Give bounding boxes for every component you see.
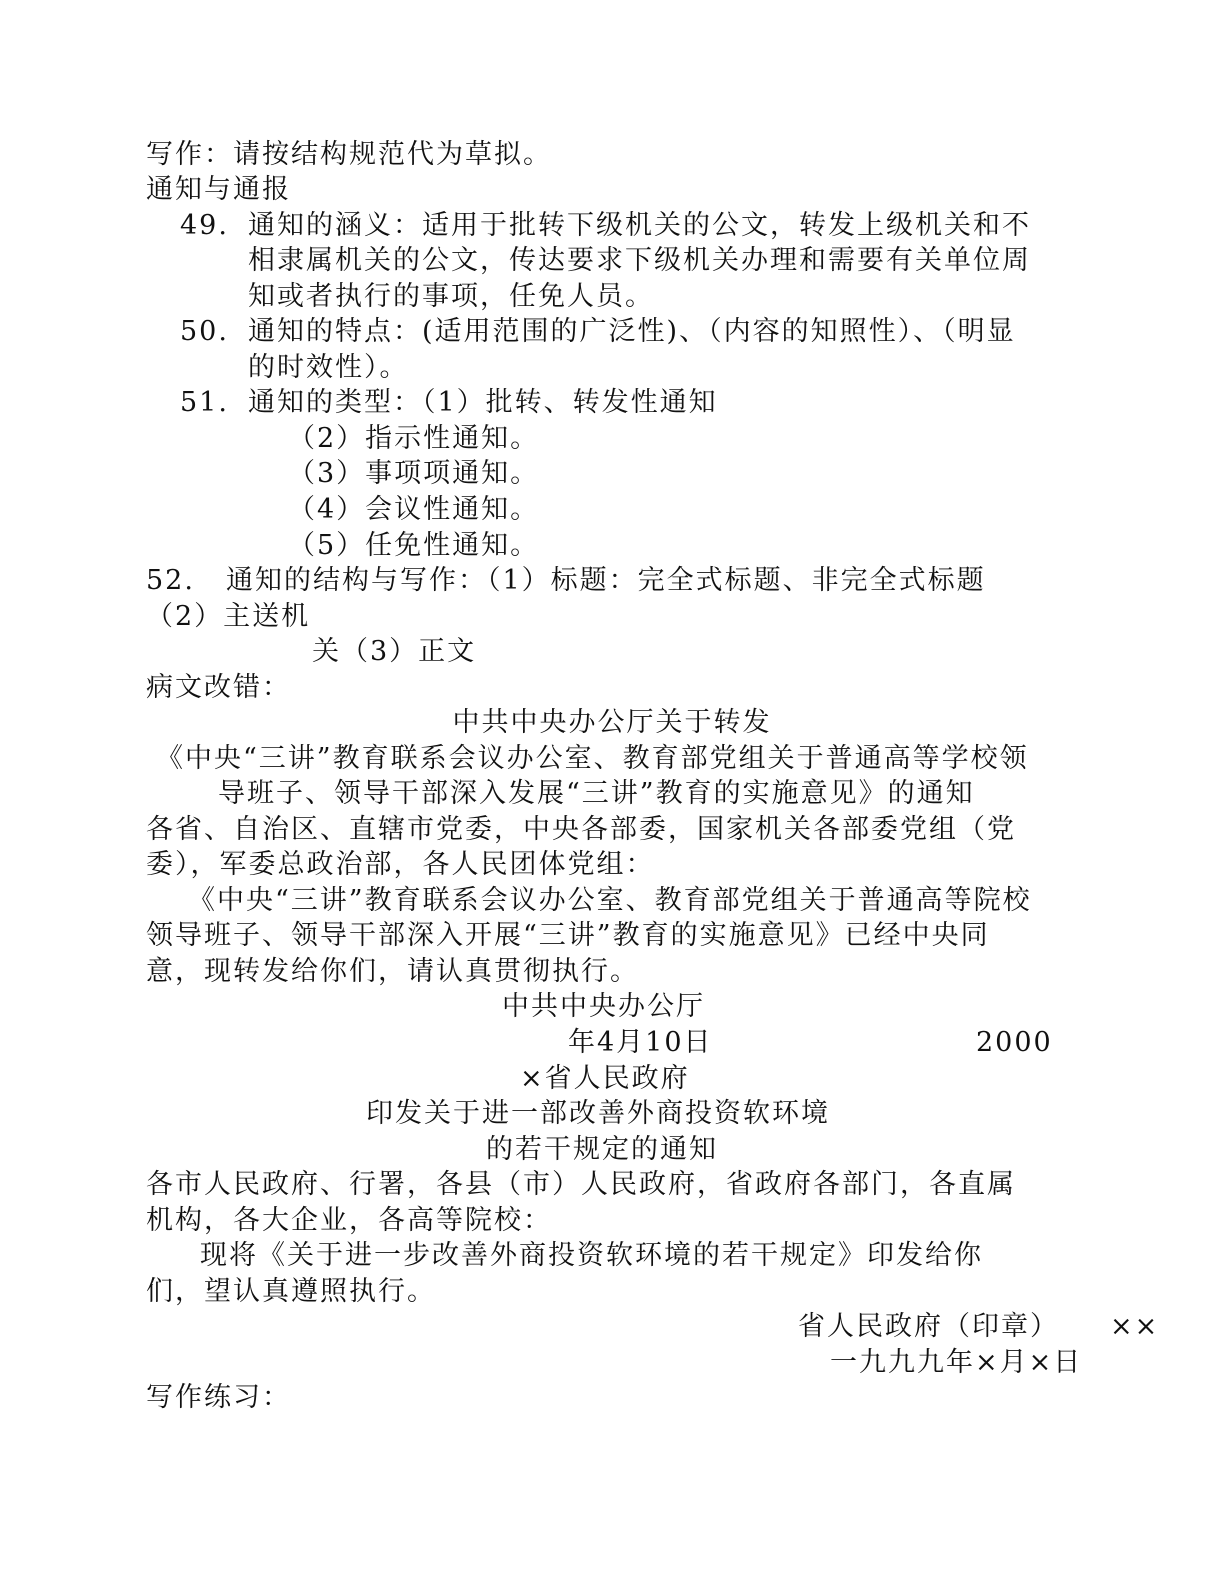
intro-line: 写作：请按结构规范代为草拟。 [146,139,552,170]
notice-1-title-2: 《中央“三讲”教育联系会议办公室、教育部党组关于普通高等学校领 [156,743,1029,774]
item-50-line-2: 的时效性）。 [248,352,409,383]
notice-2-prefix-mark: ×× [1110,1311,1160,1342]
item-51-number: 51. [180,387,229,418]
section-heading: 通知与通报 [146,174,291,205]
notice-2-title-3: 的若干规定的通知 [486,1134,718,1165]
item-49-line-2: 相隶属机关的公文，传达要求下级机关办理和需要有关单位周 [248,245,1031,276]
item-52-line-3: 关（3）正文 [312,636,477,667]
notice-type-3: （3）事项项通知。 [288,458,540,489]
notice-type-5: （5）任免性通知。 [288,530,540,561]
notice-1-title-3: 导班子、领导干部深入发展“三讲”教育的实施意见》的通知 [218,778,975,809]
item-52-line-1: 通知的结构与写作：（1）标题：完全式标题、非完全式标题 [226,565,986,596]
notice-1-date: 年4月10日 [568,1027,713,1058]
notice-2-body-1: 现将《关于进一步改善外商投资软环境的若干规定》印发给你 [200,1240,983,1271]
notice-2-issuer: 省人民政府（印章） [798,1311,1059,1342]
item-50-number: 50. [180,316,229,347]
notice-1-year: 2000 [976,1027,1053,1058]
item-51-line-1: 通知的类型：（1）批转、转发性通知 [248,387,718,418]
notice-1-body-3: 意，现转发给你们，请认真贯彻执行。 [146,956,639,987]
item-49-number: 49. [180,210,229,241]
item-52-number: 52. [146,565,195,596]
notice-2-title-1: ×省人民政府 [520,1063,690,1094]
notice-type-4: （4）会议性通知。 [288,494,540,525]
practice-heading: 写作练习： [146,1382,291,1413]
correction-heading: 病文改错： [146,672,291,703]
item-49-line-1: 通知的涵义：适用于批转下级机关的公文，转发上级机关和不 [248,210,1031,241]
item-50-line-1: 通知的特点：(适用范围的广泛性)、（内容的知照性）、（明显 [248,316,1016,347]
item-52-line-2: （2）主送机 [146,601,311,632]
notice-1-recipients-1: 各省、自治区、直辖市党委，中央各部委，国家机关各部委党组（党 [146,814,1016,845]
notice-1-title-1: 中共中央办公厅关于转发 [452,707,772,738]
notice-2-date: 一九九九年×月×日 [830,1347,1083,1378]
notice-1-issuer: 中共中央办公厅 [502,991,705,1022]
notice-1-recipients-2: 委），军委总政治部，各人民团体党组： [146,849,655,880]
notice-2-recipients-2: 机构，各大企业，各高等院校： [146,1205,552,1236]
notice-2-title-2: 印发关于进一部改善外商投资软环境 [366,1098,830,1129]
notice-type-2: （2）指示性通知。 [288,423,540,454]
item-49-line-3: 知或者执行的事项，任免人员。 [248,281,654,312]
notice-2-body-2: 们，望认真遵照执行。 [146,1276,436,1307]
notice-1-body-1: 《中央“三讲”教育联系会议办公室、教育部党组关于普通高等院校 [188,885,1032,916]
notice-2-recipients-1: 各市人民政府、行署，各县（市）人民政府，省政府各部门，各直属 [146,1169,1016,1200]
notice-1-body-2: 领导班子、领导干部深入开展“三讲”教育的实施意见》已经中央同 [146,920,990,951]
